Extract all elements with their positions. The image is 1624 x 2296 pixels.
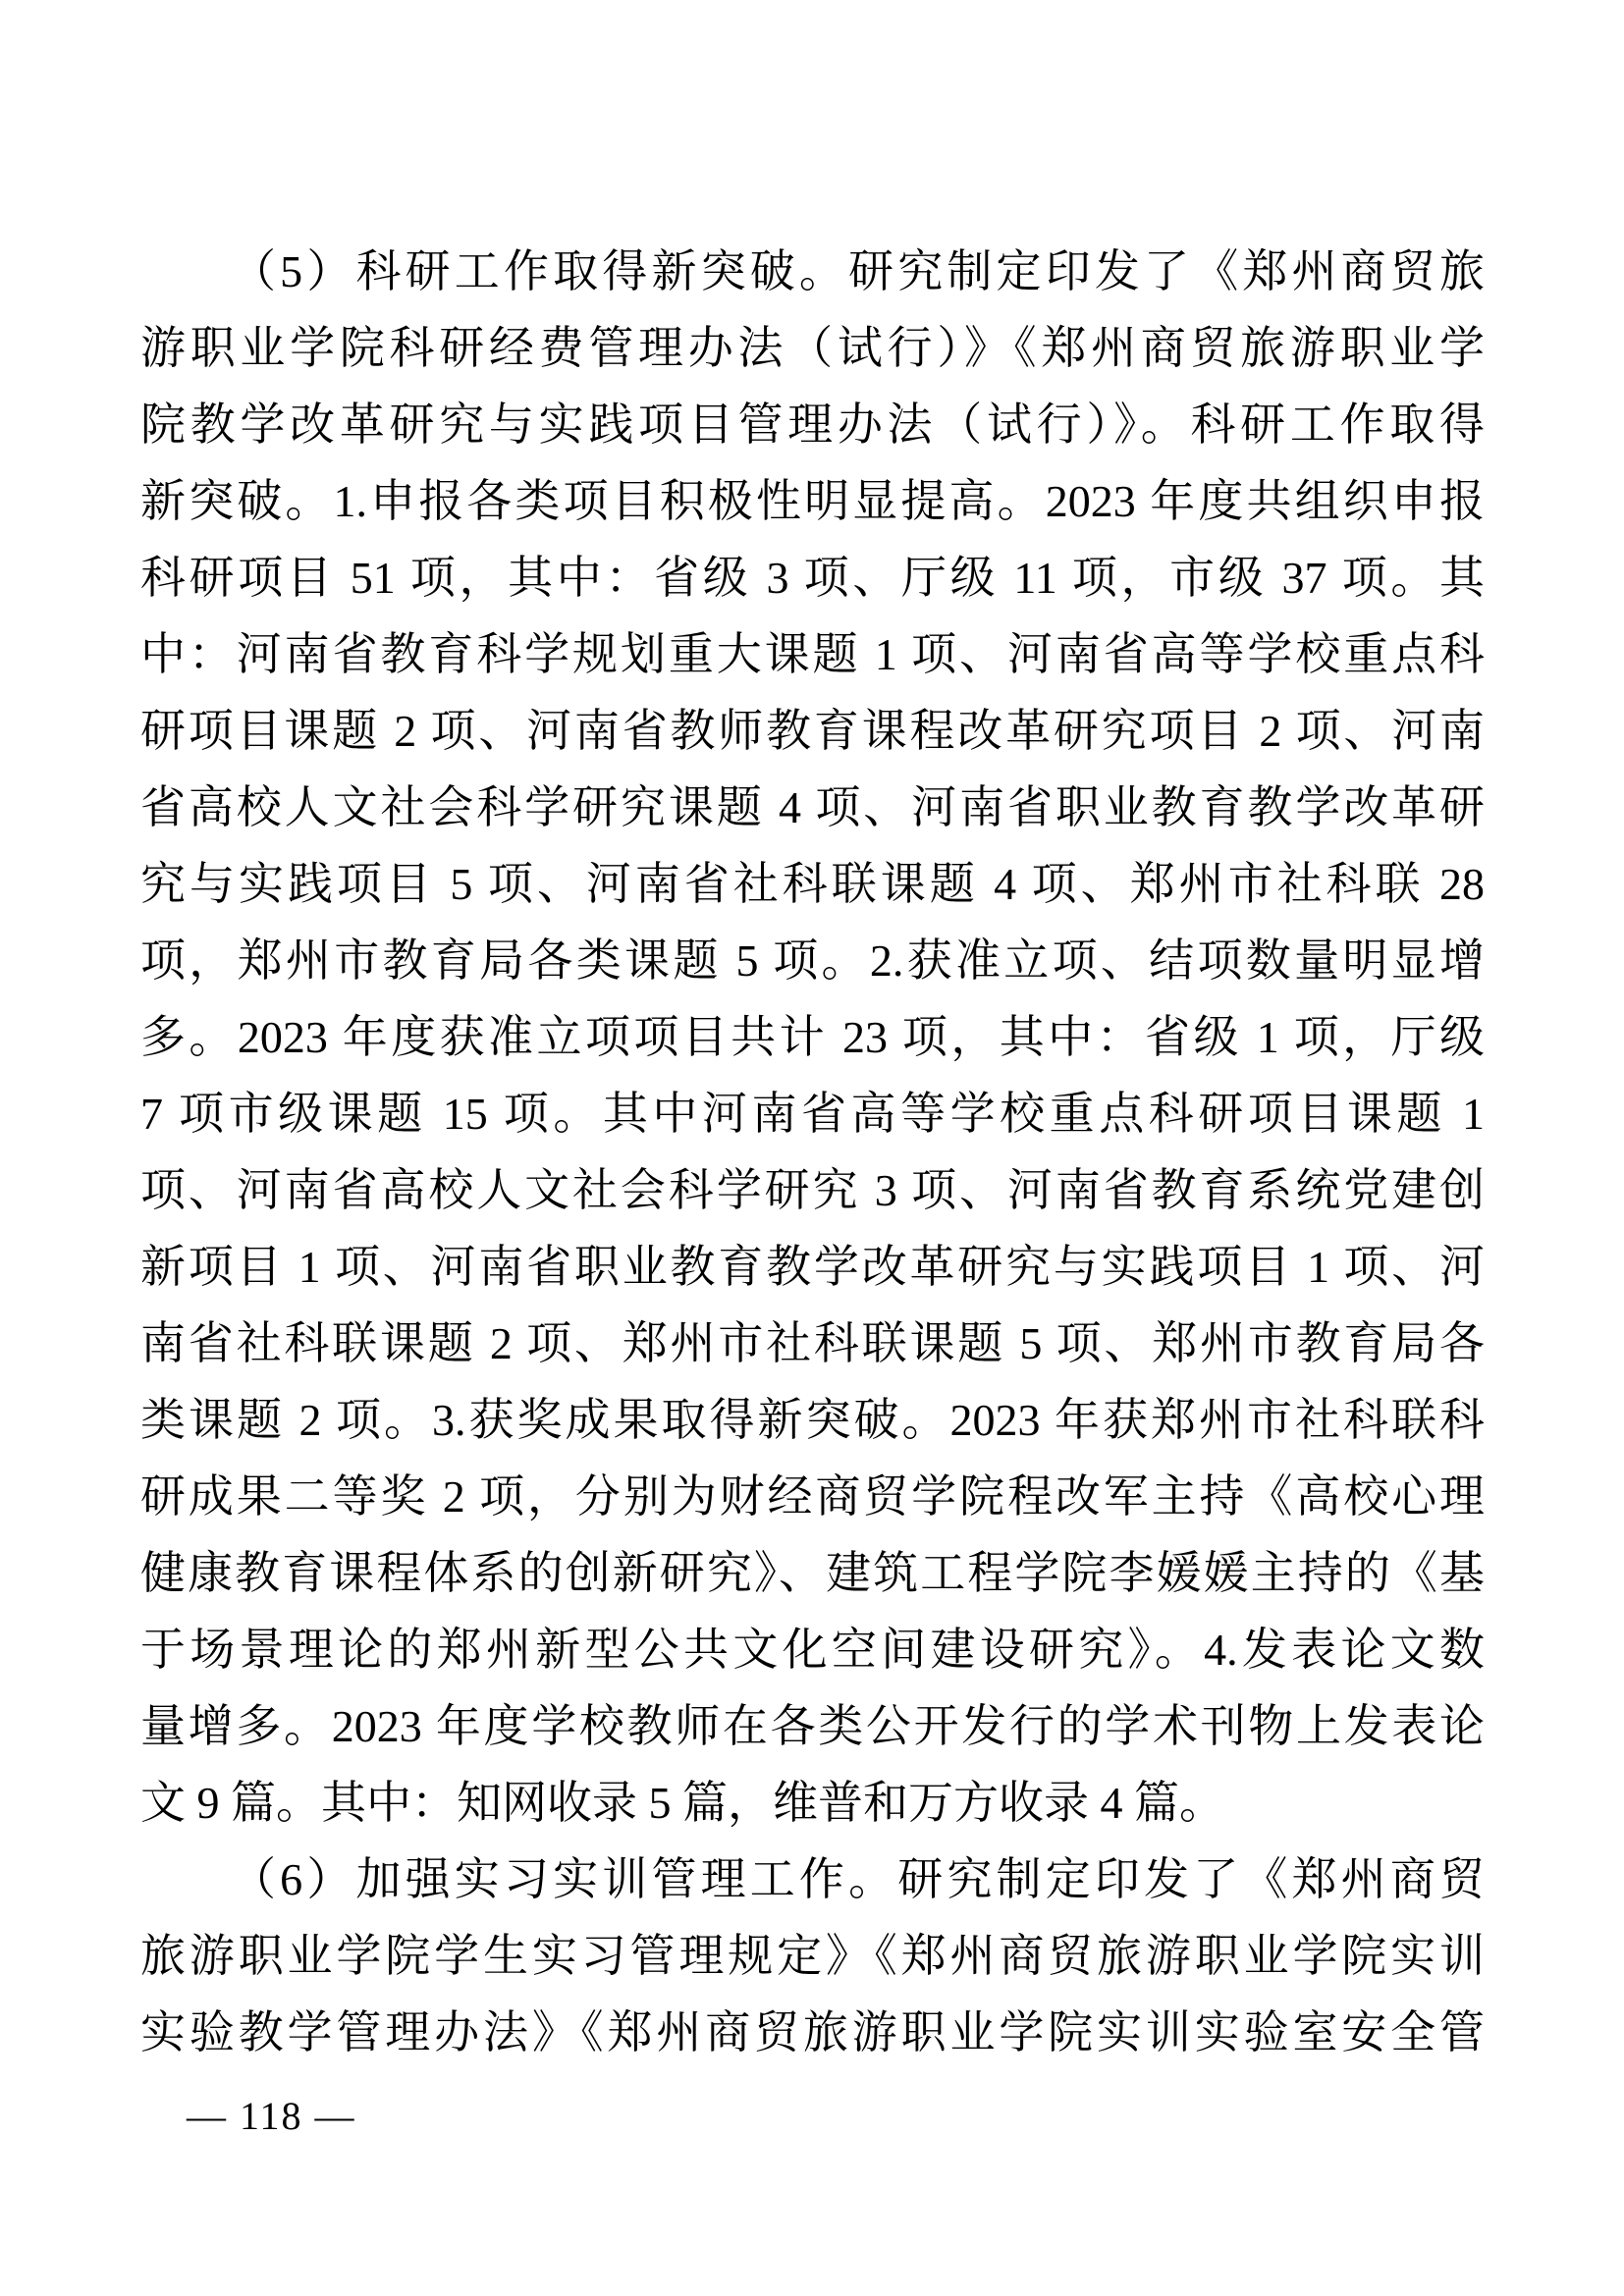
text-line: 省高校人文社会科学研究课题 4 项、河南省职业教育教学改革研 [140,782,1485,832]
page-number: — 118 — [187,2094,356,2138]
text-line: 研成果二等奖 2 项，分别为财经商贸学院程改军主持《高校心理 [140,1471,1485,1522]
text-line: 量增多。2023 年度学校教师在各类公开发行的学术刊物上发表论 [140,1701,1485,1751]
text-line: （5）科研工作取得新突破。研究制定印发了《郑州商贸旅 [231,246,1485,296]
text-line: 南省社科联课题 2 项、郑州市社科联课题 5 项、郑州市教育局各 [140,1318,1485,1368]
text-line: 中：河南省教育科学规划重大课题 1 项、河南省高等学校重点科 [140,629,1485,679]
text-line: 类课题 2 项。3.获奖成果取得新突破。2023 年获郑州市社科联科 [140,1395,1485,1445]
text-line: 研项目课题 2 项、河南省教师教育课程改革研究项目 2 项、河南 [140,706,1485,756]
text-line: 多。2023 年度获准立项项目共计 23 项，其中：省级 1 项，厅级 [140,1012,1485,1062]
text-line: 于场景理论的郑州新型公共文化空间建设研究》。4.发表论文数 [140,1625,1485,1675]
text-line: 文 9 篇。其中：知网收录 5 篇，维普和万方收录 4 篇。 [140,1778,1224,1828]
text-line: 究与实践项目 5 项、河南省社科联课题 4 项、郑州市社科联 28 [140,859,1485,909]
text-line: 游职业学院科研经费管理办法（试行）》《郑州商贸旅游职业学 [140,323,1485,373]
text-line: 旅游职业学院学生实习管理规定》《郑州商贸旅游职业学院实训 [140,1931,1485,1981]
text-line: 院教学改革研究与实践项目管理办法（试行）》。科研工作取得 [140,400,1485,450]
text-line: 健康教育课程体系的创新研究》、建筑工程学院李媛媛主持的《基 [140,1548,1485,1598]
text-line: 新突破。1.申报各类项目积极性明显提高。2023 年度共组织申报 [140,476,1485,526]
document-body [140,234,1485,2071]
text-line: （6）加强实习实训管理工作。研究制定印发了《郑州商贸 [231,1854,1485,1904]
text-line: 7 项市级课题 15 项。其中河南省高等学校重点科研项目课题 1 [140,1089,1485,1139]
text-line: 科研项目 51 项，其中：省级 3 项、厅级 11 项，市级 37 项。其 [140,553,1485,603]
text-line: 实验教学管理办法》《郑州商贸旅游职业学院实训实验室安全管 [140,2007,1485,2057]
text-line: 项，郑州市教育局各类课题 5 项。2.获准立项、结项数量明显增 [140,935,1485,986]
text-line: 项、河南省高校人文社会科学研究 3 项、河南省教育系统党建创 [140,1165,1485,1215]
text-line: 新项目 1 项、河南省职业教育教学改革研究与实践项目 1 项、河 [140,1242,1485,1292]
